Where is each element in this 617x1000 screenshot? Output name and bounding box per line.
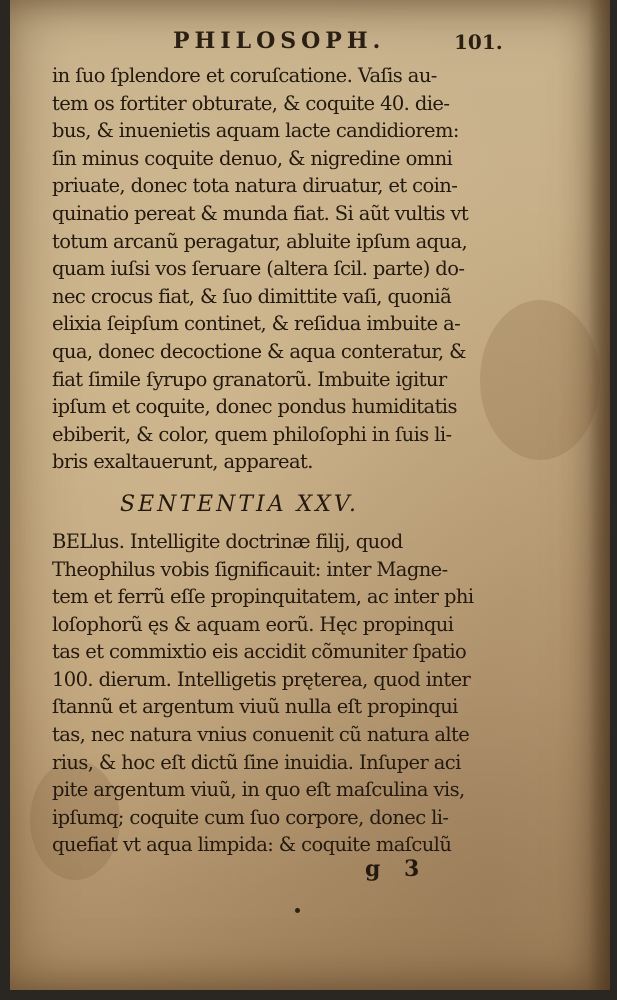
book-page (10, 0, 610, 990)
body-text (52, 62, 502, 859)
signature-mark: g 3 (365, 856, 428, 882)
text-line: quam iuſsi vos ſeruare (altera ſcil. parte) do- (52, 257, 465, 281)
text-line: qua, donec decoctione & aqua conteratur, & (52, 339, 466, 363)
text-line: quinatio pereat & munda fiat. Si aũt vultis vt (52, 201, 469, 225)
text-line: tem os fortiter obturate, & coquite 40. die- (52, 91, 450, 115)
text-line: tas et commixtio eis accidit cõmuniter ſpatio (52, 640, 467, 664)
text-line: pite argentum viuũ, in quo eſt maſculina vis, (52, 778, 465, 802)
text-line: in ſuo ſplendore et coruſcatione. Vaſis au- (52, 64, 437, 87)
ink-dot (295, 908, 300, 913)
running-head (10, 28, 610, 58)
text-line: nec crocus fiat, & ſuo dimittite vaſi, quoniã (52, 284, 452, 308)
text-line: tas, nec natura vnius conuenit cũ natura alte (52, 723, 470, 747)
text-line: ſin minus coquite denuo, & nigredine omni (52, 146, 453, 170)
text-line: fiat ſimile ſyrupo granatorũ. Imbuite igitur (52, 367, 447, 391)
text-line: ſtannũ et argentum viuũ nulla eſt propinqui (52, 695, 458, 719)
text-line: bris exaltauerunt, appareat. (52, 450, 313, 474)
section-two (52, 528, 502, 859)
text-line: tem et ferrũ eſſe propinquitatem, ac inter phi (52, 585, 474, 609)
page-number: 101. (454, 30, 503, 54)
running-title: PHILOSOPH. (173, 28, 386, 54)
page-edge-shadow (588, 0, 610, 990)
text-line: ipſum et coquite, donec pondus humiditatis (52, 395, 457, 419)
text-line: priuate, donec tota natura diruatur, et coin- (52, 174, 458, 198)
text-line: bus, & inuenietis aquam lacte candidiorem: (52, 119, 459, 143)
section-one (52, 62, 502, 476)
text-line: loſophorũ ęs & aquam eorũ. Hęc propinqui (52, 612, 454, 636)
text-line: ebiberit, & color, quem philoſophi in ſuis li- (52, 422, 452, 446)
text-line: ipſumq; coquite cum ſuo corpore, donec li- (52, 805, 449, 829)
text-line: totum arcanũ peragatur, abluite ipſum aqua, (52, 229, 468, 253)
text-line: elixia ſeipſum continet, & reſidua imbuite a- (52, 312, 461, 336)
text-line: BELlus. Intelligite doctrinæ filij, quod (52, 529, 403, 553)
text-line: Theophilus vobis ſignificauit: inter Magne- (52, 557, 448, 581)
text-line: rius, & hoc eſt dictũ ſine inuidia. Inſuper aci (52, 750, 461, 774)
text-line: 100. dierum. Intelligetis pręterea, quod inter (52, 667, 471, 691)
section-heading: SENTENTIA XXV. (120, 491, 359, 517)
text-line: quefiat vt aqua limpida: & coquite maſculũ (52, 833, 452, 857)
